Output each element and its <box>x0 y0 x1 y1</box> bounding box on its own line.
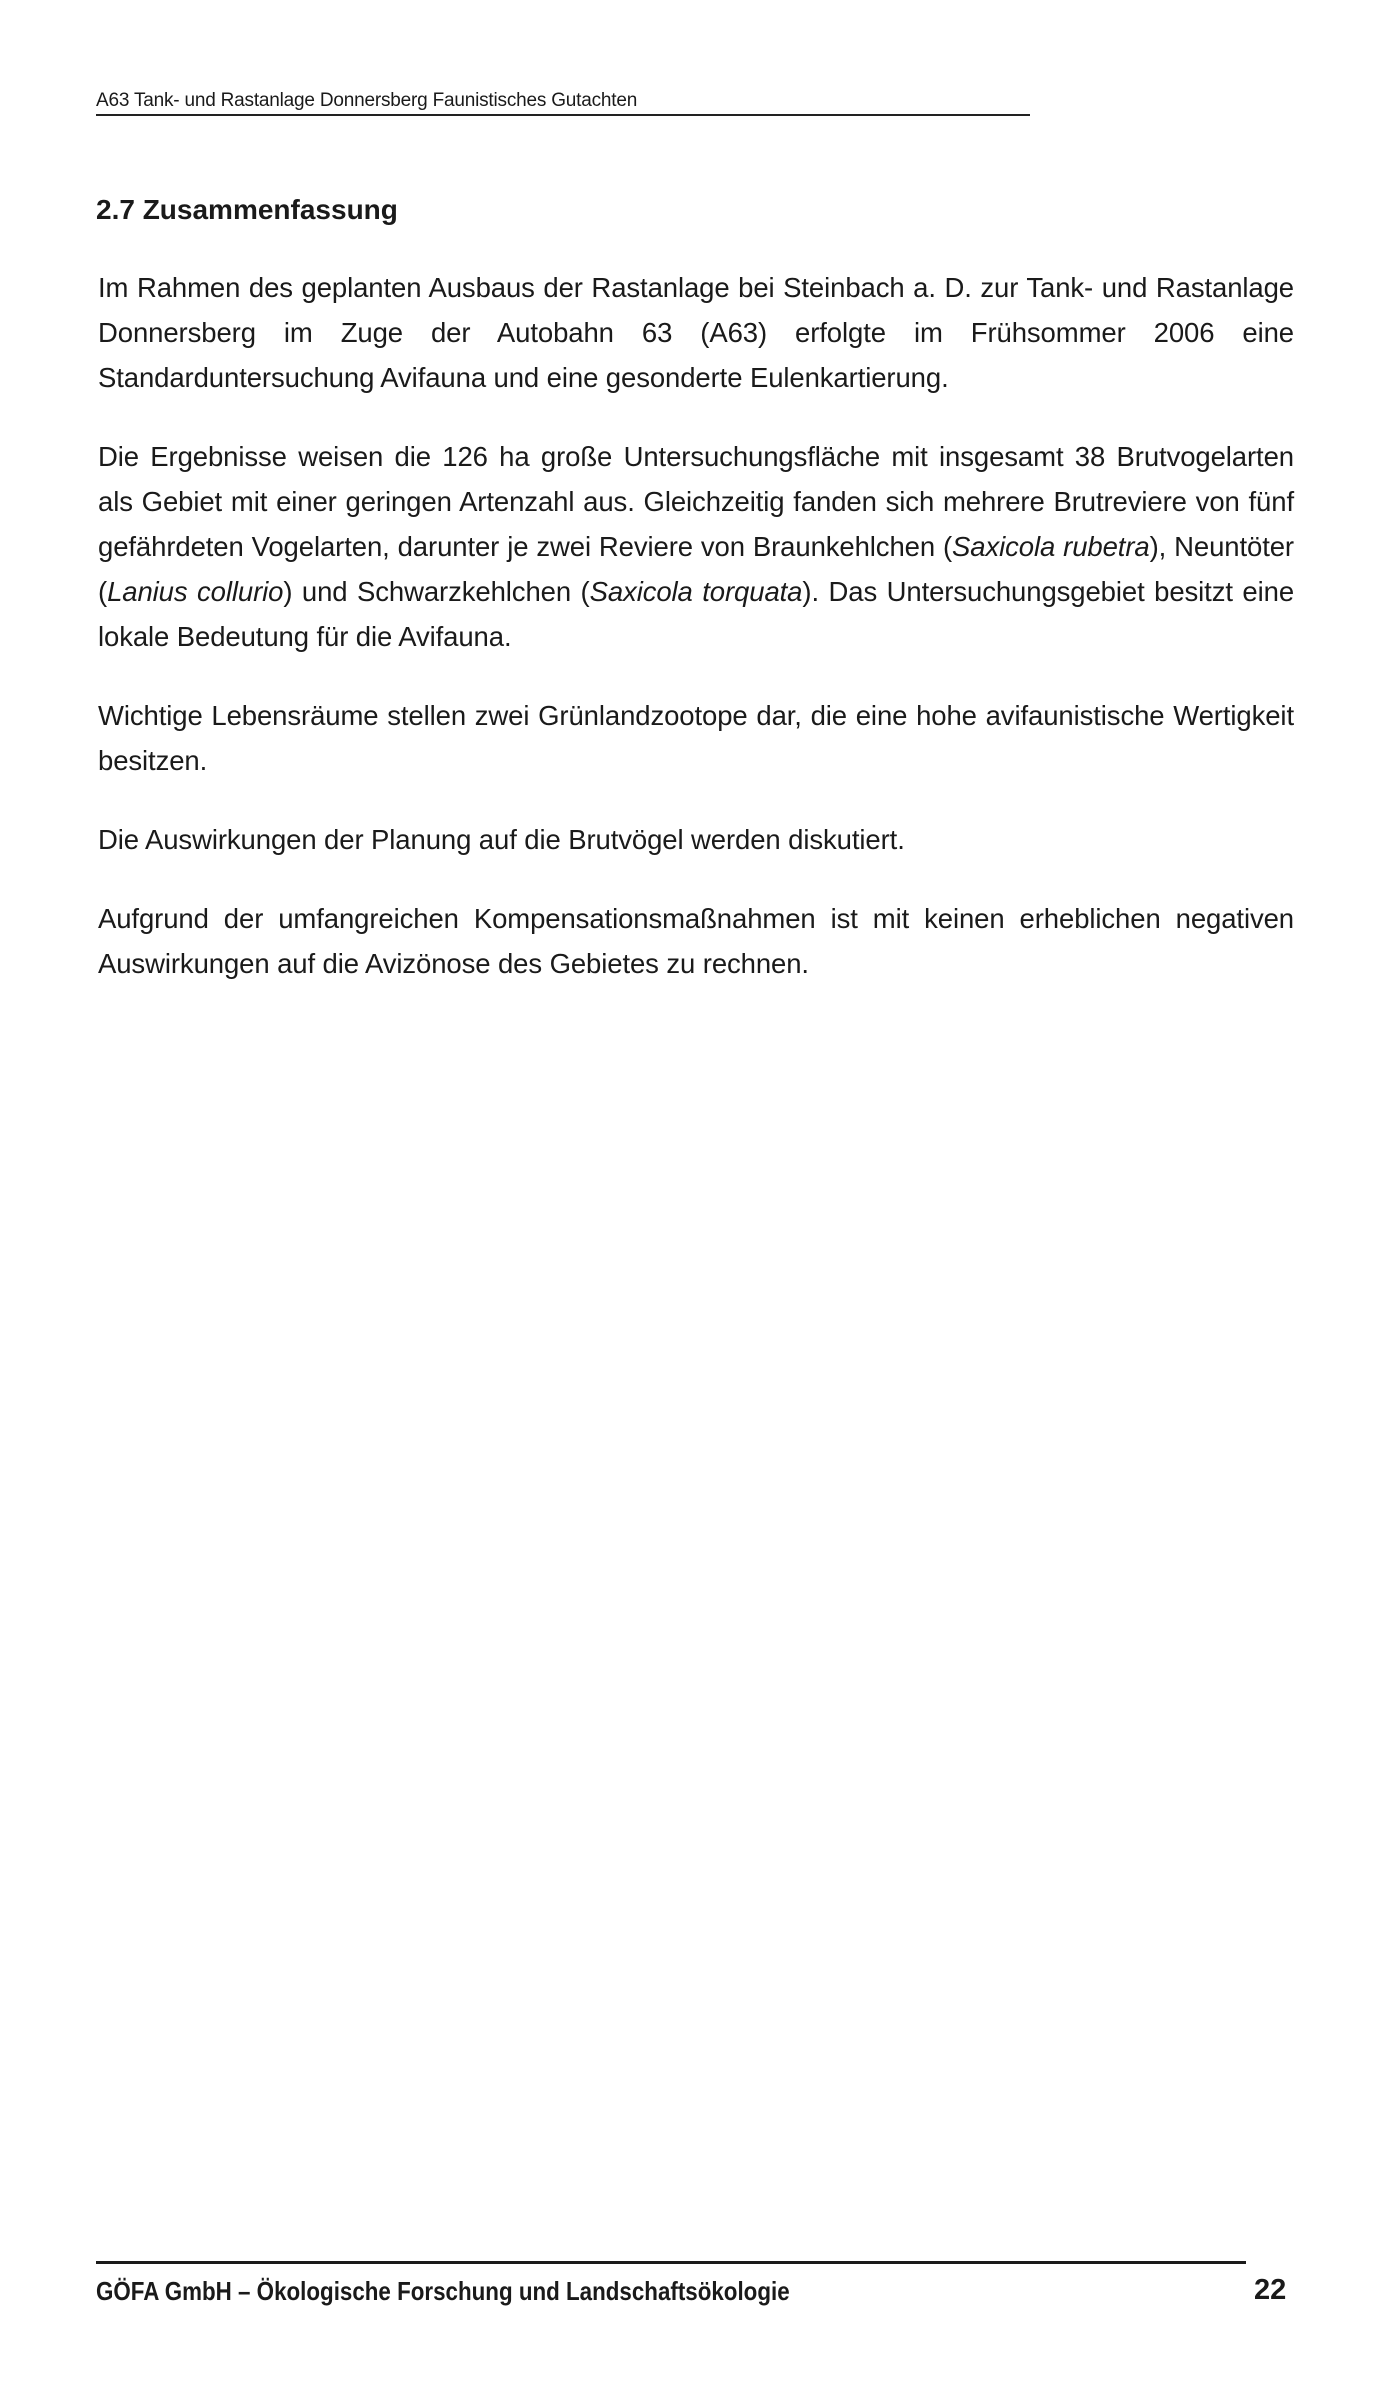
paragraph-intro: Im Rahmen des geplanten Ausbaus der Rastanlage bei Steinbach a. D. zur Tank- und Rastanlage Donnersberg im Zuge der Autobahn 63 (A63) erfolgte im Frühsommer 2006 eine Standarduntersuchung Avifauna und eine gesonderte Eulenkartierung. <box>98 272 1294 393</box>
results-text-4: ). Das Untersuchungsgebiet besitzt eine lokale Bedeutung für die Avifauna. <box>98 576 1295 652</box>
paragraph-impacts: Die Auswirkungen der Planung auf die Brutvögel werden diskutiert. <box>98 824 905 855</box>
page-number: 22 <box>1254 2274 1287 2306</box>
results-text-3: ) und Schwarzkehlchen ( <box>283 576 590 607</box>
footer-company: GÖFA GmbH – Ökologische Forschung und Landschaftsökologie <box>96 2276 790 2306</box>
footer-divider <box>96 2261 1246 2264</box>
section-title: 2.7 Zusammenfassung <box>96 194 398 225</box>
species-name-schwarzkehlchen: Saxicola torquata <box>589 576 803 607</box>
running-header: A63 Tank- und Rastanlage Donnersberg Faunistisches Gutachten <box>96 90 1030 116</box>
results-text-2: ), Neuntöter ( <box>98 531 1294 607</box>
body-text <box>98 265 1294 1020</box>
paragraph-conclusion: Aufgrund der umfangreichen Kompensationsmaßnahmen ist mit keinen erheblichen negativen Auswirkungen auf die Avizönose des Gebietes zu rechnen. <box>98 903 1294 979</box>
species-name-braunkehlchen: Saxicola rubetra <box>952 531 1150 562</box>
paragraph-habitats: Wichtige Lebensräume stellen zwei Grünlandzootope dar, die eine hohe avifaunistische Wertigkeit besitzen. <box>98 700 1294 776</box>
results-text-1: Die Ergebnisse weisen die 126 ha große Untersuchungsfläche mit insgesamt 38 Brutvogelarten als Gebiet mit einer geringen Artenzahl aus. Gleichzeitig fanden sich mehrere Brutreviere von fünf gefährdeten Vogelarten, darunter je zwei Reviere von Braunkehlchen ( <box>98 441 1294 562</box>
species-name-neuntoeter: Lanius collurio <box>107 576 284 607</box>
paragraph-results <box>98 434 1294 659</box>
